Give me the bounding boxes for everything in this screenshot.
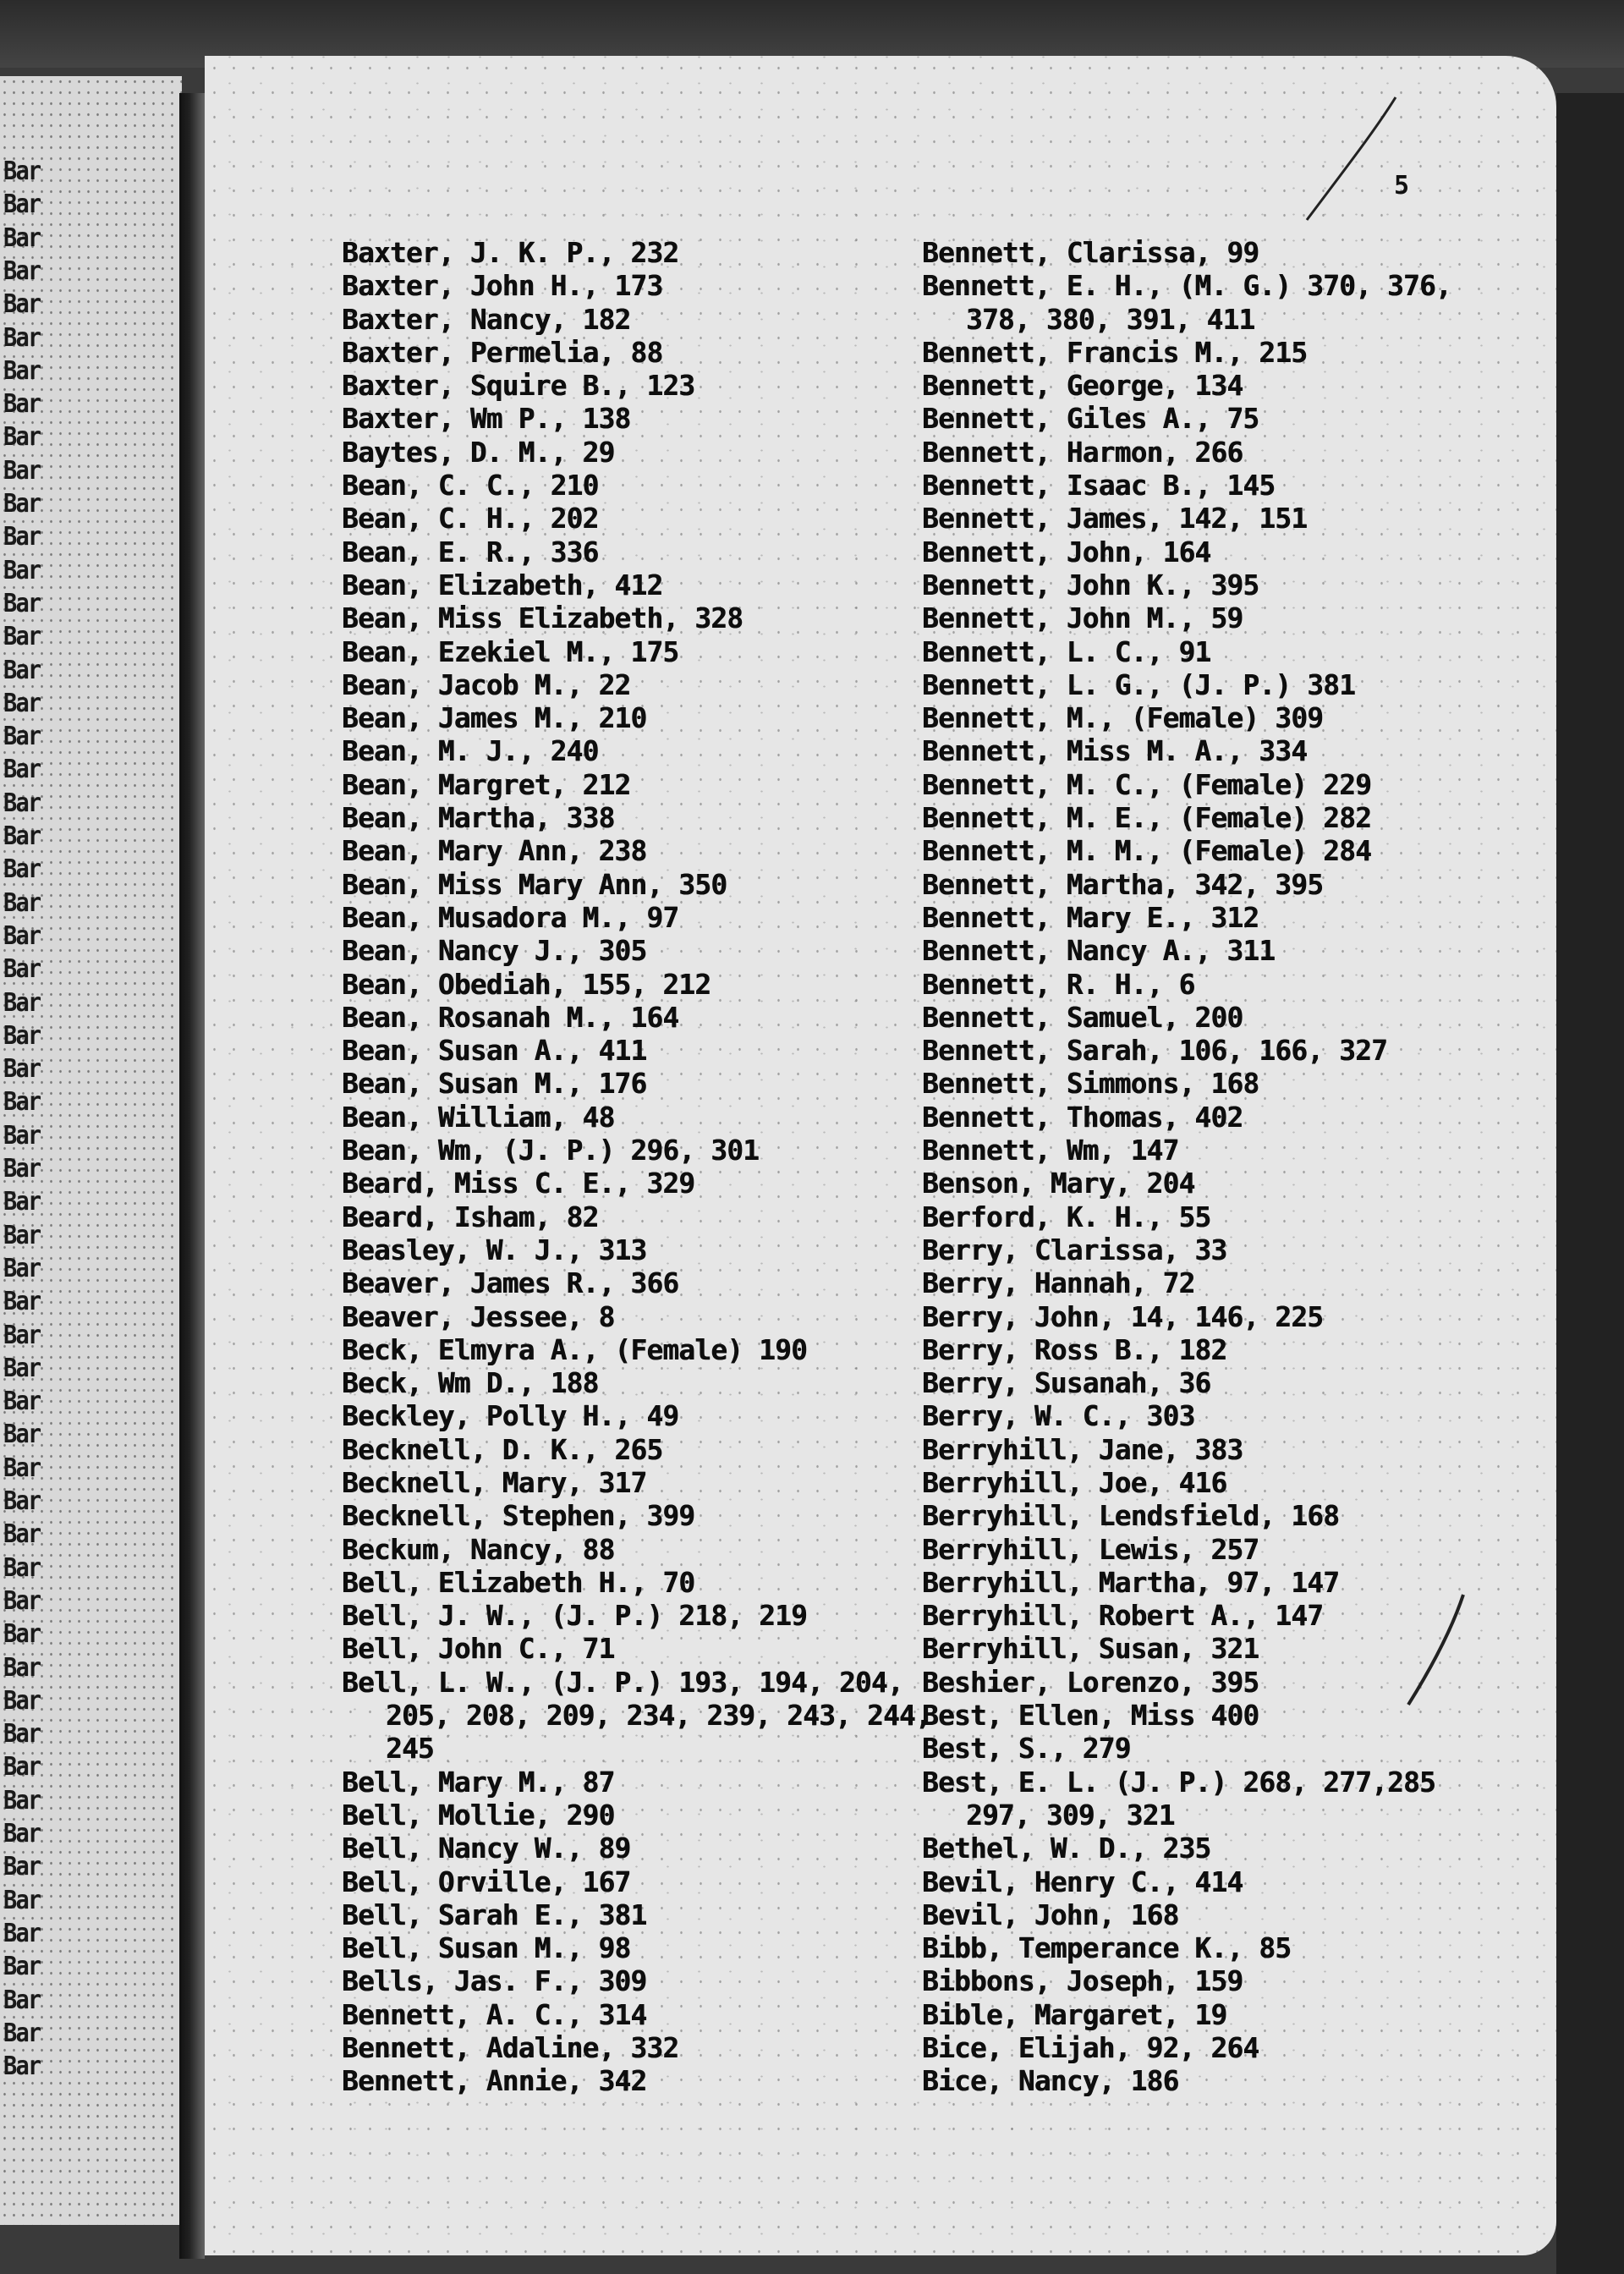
index-entry: Berryhill, Martha, 97, 147 [922, 1566, 1340, 1599]
facing-page-stub: Bar [3, 1519, 41, 1550]
index-entry: Bennett, L. C., 91 [922, 635, 1211, 668]
index-entry: Bevil, Henry C., 414 [922, 1865, 1243, 1898]
index-entry: Bennett, Nancy A., 311 [922, 935, 1276, 968]
index-entry: Bean, Susan A., 411 [342, 1035, 647, 1068]
index-entry: Bethel, W. D., 235 [922, 1832, 1211, 1865]
index-entry: Bennett, L. G., (J. P.) 381 [922, 668, 1356, 701]
facing-page-stub: Bar [3, 422, 41, 453]
facing-page-stub: Bar [3, 854, 41, 885]
index-entry: Berry, John, 14, 146, 225 [922, 1300, 1324, 1333]
facing-page-stub: Bar [3, 1885, 41, 1915]
index-entry: Best, E. L. (J. P.) 268, 277,285 [922, 1766, 1435, 1799]
facing-page-stub: Bar [3, 1785, 41, 1815]
index-entry: Bean, Martha, 338 [342, 802, 615, 835]
facing-page-stub: Bar [3, 1918, 41, 1948]
pencil-stroke [1294, 93, 1421, 228]
facing-page-stub: Bar [3, 1985, 41, 2015]
facing-page-stub: Bar [3, 588, 41, 618]
index-entry: Bennett, A. C., 314 [342, 1998, 647, 2031]
index-entry: Beck, Wm D., 188 [342, 1367, 599, 1400]
index-entry: Beshier, Lorenzo, 395 [922, 1666, 1259, 1699]
facing-page-stub: Bar [3, 954, 41, 985]
index-entry: Bean, Elizabeth, 412 [342, 568, 663, 601]
index-entry: Berry, Clarissa, 33 [922, 1233, 1227, 1266]
index-entry: Bell, Elizabeth H., 70 [342, 1566, 695, 1599]
index-entry: Bell, Mollie, 290 [342, 1799, 615, 1832]
index-entry: Bennett, John, 164 [922, 536, 1211, 568]
index-entry: Bean, Rosanah M., 164 [342, 1001, 679, 1034]
index-entry: Bennett, Thomas, 402 [922, 1101, 1243, 1134]
facing-page-stub: Bar [3, 222, 41, 253]
index-entry: Bennett, Samuel, 200 [922, 1001, 1243, 1034]
facing-page-stub: Bar [3, 987, 41, 1018]
index-entry: Beck, Elmyra A., (Female) 190 [342, 1333, 808, 1366]
index-entry: Bice, Elijah, 92, 264 [922, 2032, 1259, 2065]
scan-right-border [1556, 93, 1624, 2274]
index-entry: Bennett, Harmon, 266 [922, 436, 1243, 469]
facing-page-stub: Bar [3, 1420, 41, 1450]
facing-page-stub: Bar [3, 755, 41, 785]
index-entry: Berryhill, Robert A., 147 [922, 1600, 1324, 1633]
facing-page-stub: Bar [3, 1685, 41, 1716]
facing-page-edge [0, 76, 182, 2225]
facing-page-stub: Bar [3, 1585, 41, 1616]
index-entry: Bean, Wm, (J. P.) 296, 301 [342, 1134, 760, 1167]
facing-page-stub: Bar [3, 389, 41, 420]
facing-page-stub: Bar [3, 788, 41, 818]
index-entry: Bennett, M. C., (Female) 229 [922, 768, 1372, 801]
facing-page-stub: Bar [3, 920, 41, 951]
index-entry: Beckum, Nancy, 88 [342, 1533, 615, 1566]
facing-page-stub: Bar [3, 1187, 41, 1217]
index-entry: Bevil, John, 168 [922, 1898, 1179, 1931]
facing-page-stub: Bar [3, 1486, 41, 1516]
index-entry: Bennett, Miss M. A., 334 [922, 735, 1308, 768]
facing-page-stub: Bar [3, 355, 41, 386]
facing-page-stub: Bar [3, 821, 41, 851]
index-entry: Berry, W. C., 303 [922, 1400, 1195, 1433]
facing-page-stub: Bar [3, 1387, 41, 1417]
index-entry-continuation: 245 [386, 1733, 434, 1766]
index-entry: Bennett, Giles A., 75 [922, 403, 1259, 436]
index-entry: Bennett, M. E., (Female) 282 [922, 802, 1372, 835]
facing-page-stub: Bar [3, 1652, 41, 1683]
facing-page-stub: Bar [3, 688, 41, 718]
index-entry: Bean, Susan M., 176 [342, 1068, 647, 1101]
facing-page-stub: Bar [3, 1752, 41, 1782]
index-entry: Bell, Orville, 167 [342, 1865, 631, 1898]
index-entry: Bennett, Francis M., 215 [922, 336, 1308, 369]
index-entry: Bennett, Annie, 342 [342, 2065, 647, 2098]
index-entry: Bean, Miss Elizabeth, 328 [342, 602, 743, 635]
facing-page-stub: Bar [3, 1952, 41, 1982]
index-entry: Bennett, Adaline, 332 [342, 2032, 679, 2065]
index-entry: Bibbons, Joseph, 159 [922, 1965, 1243, 1998]
index-entry: Bibb, Temperance K., 85 [922, 1932, 1292, 1965]
index-entry: Bennett, Clarissa, 99 [922, 237, 1259, 269]
index-entry: Bean, Ezekiel M., 175 [342, 635, 679, 668]
index-entry: Baxter, Nancy, 182 [342, 303, 631, 336]
facing-page-stub: Bar [3, 1552, 41, 1583]
index-entry: Best, Ellen, Miss 400 [922, 1700, 1259, 1733]
index-entry: Baxter, John H., 173 [342, 270, 663, 303]
index-entry: Bean, Miss Mary Ann, 350 [342, 868, 727, 901]
book-gutter [179, 93, 205, 2259]
facing-page-stub: Bar [3, 1353, 41, 1383]
index-entry-continuation: 297, 309, 321 [966, 1799, 1175, 1832]
index-entry: Bean, Musadora M., 97 [342, 901, 679, 934]
facing-page-stub: Bar [3, 2018, 41, 2048]
index-entry: Baxter, Permelia, 88 [342, 336, 663, 369]
index-column-left [342, 237, 931, 2099]
index-entry: Bennett, Isaac B., 145 [922, 470, 1276, 503]
facing-page-stub: Bar [3, 555, 41, 585]
index-entry: Bean, Margret, 212 [342, 768, 631, 801]
index-entry: Bean, Nancy J., 305 [342, 935, 647, 968]
index-entry: Bean, William, 48 [342, 1101, 615, 1134]
index-entry: Benson, Mary, 204 [922, 1167, 1195, 1200]
index-entry: Bennett, Sarah, 106, 166, 327 [922, 1035, 1388, 1068]
facing-page-stub: Bar [3, 722, 41, 752]
index-entry: Berry, Ross B., 182 [922, 1333, 1227, 1366]
index-entry: Bean, James M., 210 [342, 702, 647, 735]
index-entry: Baxter, Wm P., 138 [342, 403, 631, 436]
facing-page-stub: Bar [3, 1154, 41, 1184]
facing-page-stub: Bar [3, 289, 41, 320]
facing-page-stub: Bar [3, 489, 41, 519]
index-entry: Bell, Nancy W., 89 [342, 1832, 631, 1865]
index-entry: Bennett, John K., 395 [922, 568, 1259, 601]
index-entry: Bennett, Wm, 147 [922, 1134, 1179, 1167]
index-entry: Beaver, Jessee, 8 [342, 1300, 615, 1333]
index-entry: Bean, C. H., 202 [342, 503, 599, 536]
facing-page-stub: Bar [3, 655, 41, 685]
index-entry: Bean, M. J., 240 [342, 735, 599, 768]
index-entry: Bean, Jacob M., 22 [342, 668, 631, 701]
index-entry: Bean, Mary Ann, 238 [342, 835, 647, 868]
facing-page-stub: Bar [3, 1253, 41, 1283]
index-column-right [922, 237, 1506, 2099]
index-entry: Bennett, George, 134 [922, 370, 1243, 403]
facing-page-stub: Bar [3, 1453, 41, 1483]
facing-page-stub: Bar [3, 2052, 41, 2082]
facing-page-stub: Bar [3, 190, 41, 220]
index-entry: Bennett, John M., 59 [922, 602, 1243, 635]
index-entry: Becknell, Mary, 317 [342, 1466, 647, 1499]
index-entry: Becknell, D. K., 265 [342, 1433, 663, 1466]
index-entry-continuation: 205, 208, 209, 234, 239, 243, 244, [386, 1700, 931, 1733]
index-entry: Baytes, D. M., 29 [342, 436, 615, 469]
facing-page-stub: Bar [3, 622, 41, 652]
facing-page-stub: Bar [3, 1120, 41, 1151]
index-entry: Bell, Susan M., 98 [342, 1932, 631, 1965]
facing-page-stub: Bar [3, 1320, 41, 1350]
index-entry: Bells, Jas. F., 309 [342, 1965, 647, 1998]
facing-page-stub: Bar [3, 1719, 41, 1749]
index-entry: Berford, K. H., 55 [922, 1200, 1211, 1233]
index-entry: Bell, John C., 71 [342, 1633, 615, 1666]
index-entry: Bennett, M. M., (Female) 284 [922, 835, 1372, 868]
index-entry: Bennett, Mary E., 312 [922, 901, 1259, 934]
index-entry: Bell, J. W., (J. P.) 218, 219 [342, 1600, 808, 1633]
facing-page-stub: Bar [3, 1852, 41, 1882]
index-entry: Baxter, Squire B., 123 [342, 370, 695, 403]
index-entry: Bell, Sarah E., 381 [342, 1898, 647, 1931]
page-number: 5 [1394, 171, 1410, 200]
facing-page-stub: Bar [3, 255, 41, 286]
facing-page-stub: Bar [3, 522, 41, 552]
facing-page-stub: Bar [3, 1054, 41, 1085]
index-entry: Bice, Nancy, 186 [922, 2065, 1179, 2098]
index-entry: Bean, Obediah, 155, 212 [342, 968, 711, 1001]
index-entry: Beasley, W. J., 313 [342, 1233, 647, 1266]
facing-page-stub: Bar [3, 1220, 41, 1250]
index-entry: Beard, Miss C. E., 329 [342, 1167, 695, 1200]
facing-page-stub: Bar [3, 455, 41, 486]
index-entry: Bean, C. C., 210 [342, 470, 599, 503]
facing-page-stub: Bar [3, 322, 41, 353]
index-entry: Becknell, Stephen, 399 [342, 1500, 695, 1533]
index-entry: Baxter, J. K. P., 232 [342, 237, 679, 269]
index-entry: Bible, Margaret, 19 [922, 1998, 1227, 2031]
facing-page-stub: Bar [3, 887, 41, 918]
index-entry: Berryhill, Lendsfield, 168 [922, 1500, 1340, 1533]
index-entry: Berry, Susanah, 36 [922, 1367, 1211, 1400]
index-entry: Bennett, James, 142, 151 [922, 503, 1308, 536]
facing-page-stub: Bar [3, 1020, 41, 1051]
index-entry: Best, S., 279 [922, 1733, 1131, 1766]
facing-page-stub: Bar [3, 1819, 41, 1848]
index-entry: Bell, Mary M., 87 [342, 1766, 615, 1799]
index-entry: Berry, Hannah, 72 [922, 1267, 1195, 1300]
index-entry: Berryhill, Susan, 321 [922, 1633, 1259, 1666]
index-entry: Bennett, Simmons, 168 [922, 1068, 1259, 1101]
index-entry: Bennett, E. H., (M. G.) 370, 376, [922, 270, 1451, 303]
facing-page-stub: Bar [3, 1619, 41, 1650]
facing-page-stub: Bar [3, 1287, 41, 1317]
index-entry: Bennett, Martha, 342, 395 [922, 868, 1324, 901]
index-entry-continuation: 378, 380, 391, 411 [966, 303, 1255, 336]
index-entry: Beckley, Polly H., 49 [342, 1400, 679, 1433]
index-entry: Bennett, R. H., 6 [922, 968, 1195, 1001]
facing-page-stub: Bar [3, 1087, 41, 1118]
index-entry: Berryhill, Lewis, 257 [922, 1533, 1259, 1566]
index-entry: Beard, Isham, 82 [342, 1200, 599, 1233]
index-entry: Bennett, M., (Female) 309 [922, 702, 1324, 735]
index-entry: Bean, E. R., 336 [342, 536, 599, 568]
index-entry: Berryhill, Joe, 416 [922, 1466, 1227, 1499]
index-entry: Beaver, James R., 366 [342, 1267, 679, 1300]
index-entry: Bell, L. W., (J. P.) 193, 194, 204, [342, 1666, 903, 1699]
facing-page-stub: Bar [3, 157, 41, 186]
index-entry: Berryhill, Jane, 383 [922, 1433, 1243, 1466]
